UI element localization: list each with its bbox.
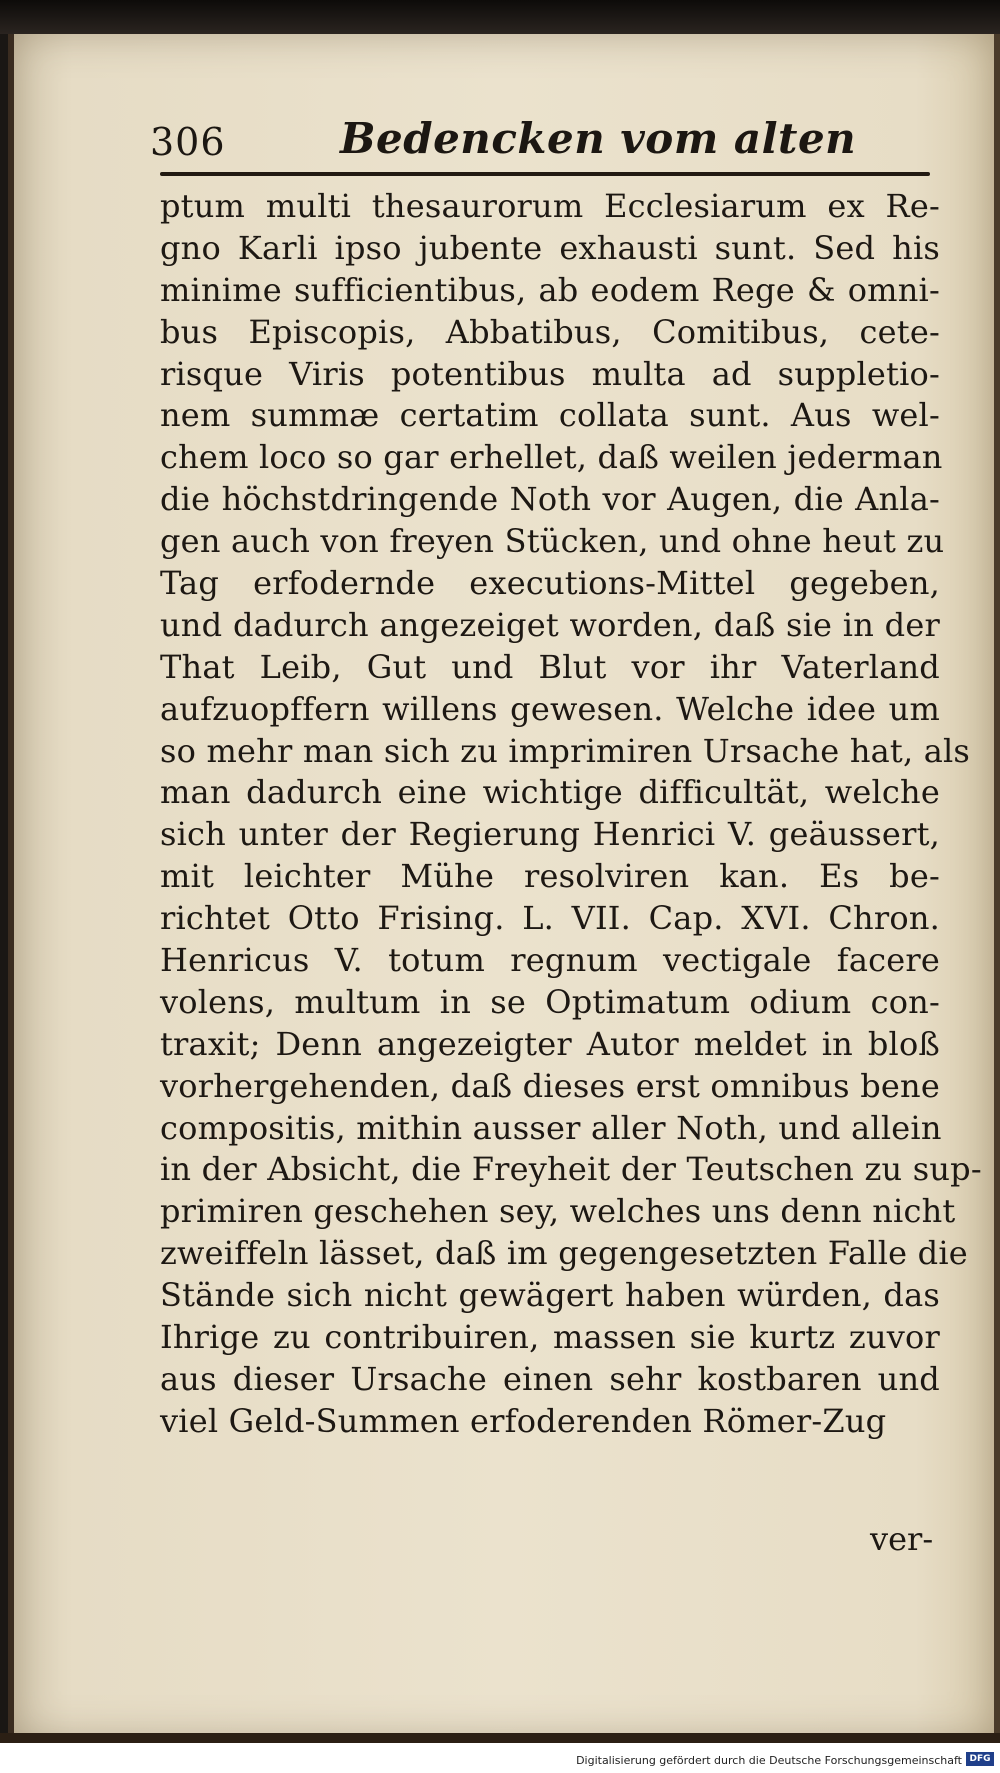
text-line: die höchstdringende Noth vor Augen, die Anla- [160,480,940,519]
text-line: nem summæ certatim collata sunt. Aus wel- [160,396,940,435]
text-line: viel Geld-Summen erfoderenden Römer-Zug [160,1401,887,1440]
text-line: aus dieser Ursache einen sehr kostbaren und [160,1359,940,1398]
text-line: ptum multi thesaurorum Ecclesiarum ex Re- [160,187,940,225]
text-line: sich unter der Regierung Henrici V. geäussert, [160,815,940,854]
text-line: vorhergehenden, daß dieses erst omnibus bene [160,1066,940,1105]
text-line: aufzuopffern willens gewesen. Welche idee um [160,689,940,728]
text-line: minime sufficientibus, ab eodem Rege & omni- [160,270,940,309]
text-line: zweiffeln lässet, daß im gegengesetzten Falle die [160,1234,968,1273]
dfg-logo-icon: DFG [966,1752,994,1766]
text-line: richtet Otto Frising. L. VII. Cap. XVI. Chron. [160,899,940,938]
text-line: mit leichter Mühe resolviren kan. Es be- [160,857,940,896]
text-line: Ihrige zu contribuiren, massen sie kurtz zuvor [160,1318,940,1357]
text-line: volens, multum in se Optimatum odium con- [160,982,940,1021]
text-line: primiren geschehen sey, welches uns denn nicht [160,1192,956,1231]
page-number: 306 [150,120,226,164]
scan-bottom-border [0,1733,1000,1743]
text-line: chem loco so gar erhellet, daß weilen jederman [160,438,943,477]
text-line: so mehr man sich zu imprimiren Ursache hat, als [160,731,971,770]
running-title: Bedencken vom alten [340,114,857,163]
text-line: Stände sich nicht gewägert haben würden, das [160,1276,940,1315]
body-text [160,186,982,1443]
catchword: ver- [870,1520,934,1558]
text-line: und dadurch angezeiget worden, daß sie in der [160,605,940,644]
text-line: gno Karli ipso jubente exhausti sunt. Sed his [160,228,940,267]
text-line: Tag erfodernde executions-Mittel gegeben, [160,564,940,603]
scan-top-border [0,0,1000,34]
text-line: risque Viris potentibus multa ad suppletio- [160,354,940,393]
text-line: gen auch von freyen Stücken, und ohne heut zu [160,522,945,561]
text-line: compositis, mithin ausser aller Noth, und allein [160,1108,942,1147]
text-line: in der Absicht, die Freyheit der Teutschen zu sup- [160,1150,982,1189]
text-line: That Leib, Gut und Blut vor ihr Vaterland [160,647,940,686]
text-line: Henricus V. totum regnum vectigale facere [160,941,940,980]
text-line: man dadurch eine wichtige difficultät, welche [160,773,940,812]
digitization-credit: Digitalisierung gefördert durch die Deutsche Forschungsgemeinschaft [576,1754,962,1767]
text-line: bus Episcopis, Abbatibus, Comitibus, cete- [160,312,940,351]
header-rule [160,172,930,176]
text-line: traxit; Denn angezeigter Autor meldet in bloß [160,1024,940,1063]
page-header [150,110,930,170]
